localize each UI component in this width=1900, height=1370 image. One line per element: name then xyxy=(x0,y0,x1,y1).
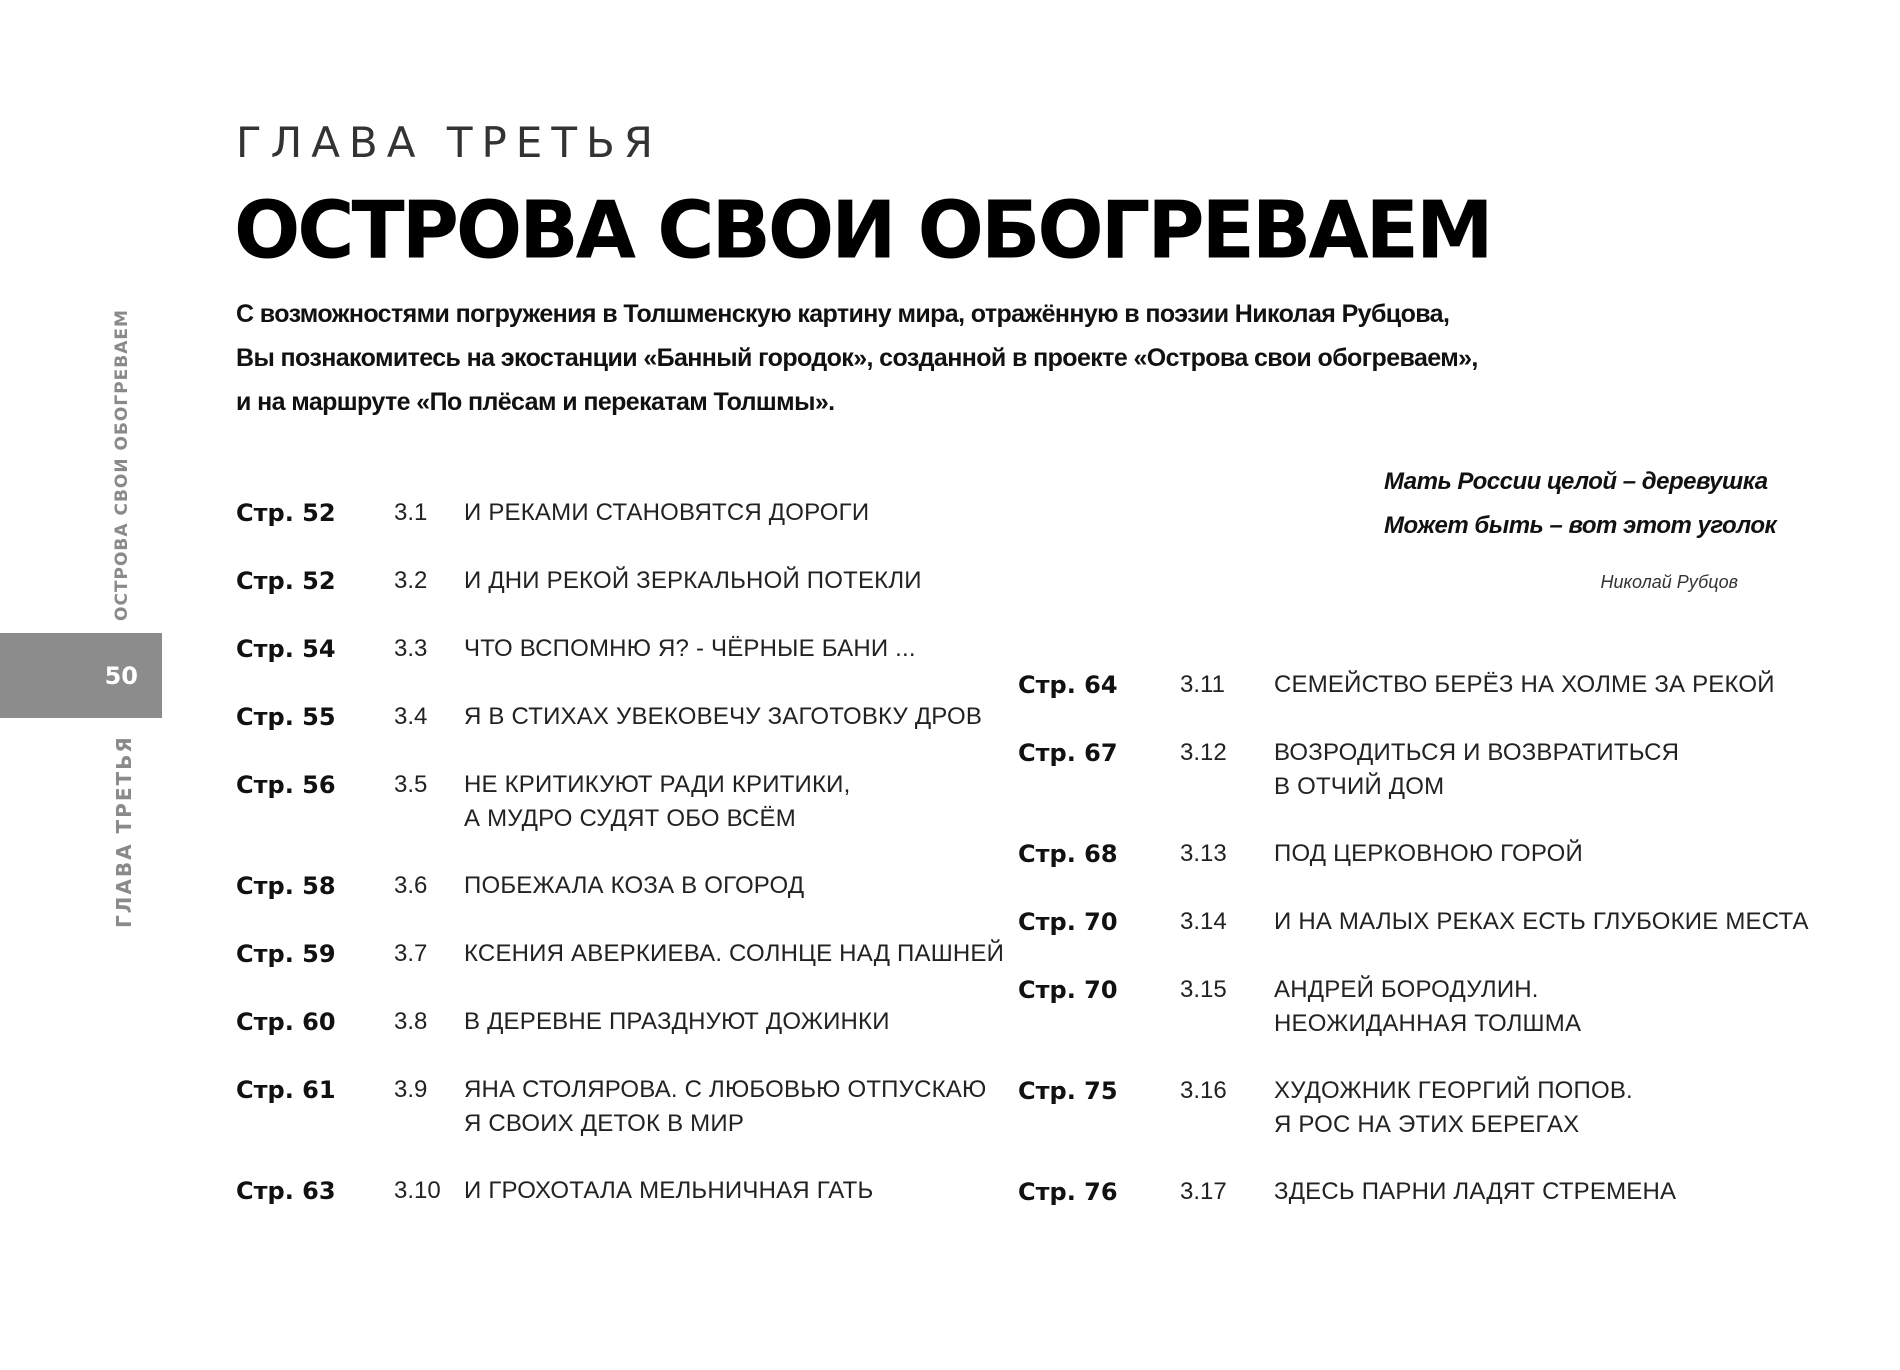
toc-section-number: 3.6 xyxy=(394,872,428,899)
toc-section-title xyxy=(464,1073,986,1141)
toc-title-line: И ДНИ РЕКОЙ ЗЕРКАЛЬНОЙ ПОТЕКЛИ xyxy=(464,567,922,594)
epigraph-author: Николай Рубцов xyxy=(1600,572,1738,592)
toc-section-title xyxy=(464,869,804,903)
intro-line: С возможностями погружения в Толшменскую картину мира, отражённую в поэзии Николая Рубцова, xyxy=(236,300,1450,328)
toc-section-title xyxy=(464,937,1004,971)
toc-section-number: 3.9 xyxy=(394,1076,428,1103)
toc-title-line: ПОБЕЖАЛА КОЗА В ОГОРОД xyxy=(464,872,805,899)
toc-section-number: 3.8 xyxy=(394,1008,428,1035)
toc-section-title xyxy=(1274,736,1679,804)
toc-page-ref: Стр. 63 xyxy=(236,1177,336,1205)
toc-page-ref: Стр. 67 xyxy=(1018,739,1118,767)
toc-page-ref: Стр. 75 xyxy=(1018,1077,1118,1105)
toc-title-line: НЕОЖИДАННАЯ ТОЛШМА xyxy=(1274,1010,1582,1037)
toc-section-title xyxy=(464,496,869,530)
side-chapter-label: ГЛАВА ТРЕТЬЯ xyxy=(112,735,136,928)
toc-section-title xyxy=(464,632,916,666)
toc-title-line: ВОЗРОДИТЬСЯ И ВОЗВРАТИТЬСЯ xyxy=(1274,739,1680,766)
toc-section-number: 3.3 xyxy=(394,635,428,662)
toc-section-number: 3.14 xyxy=(1180,908,1227,935)
toc-section-number: 3.5 xyxy=(394,771,428,798)
toc-page-ref: Стр. 60 xyxy=(236,1008,336,1036)
toc-page-ref: Стр. 55 xyxy=(236,703,336,731)
page-number-tab xyxy=(0,633,162,718)
intro-line: Вы познакомитесь на экостанции «Банный городок», созданной в проекте «Острова свои обогреваем», xyxy=(236,344,1478,372)
toc-section-number: 3.15 xyxy=(1180,976,1227,1003)
intro-paragraph xyxy=(236,292,1496,424)
side-running-title: ОСТРОВА СВОИ ОБОГРЕВАЕМ xyxy=(112,309,132,621)
toc-section-title xyxy=(1274,905,1809,939)
toc-section-number: 3.12 xyxy=(1180,739,1227,766)
toc-page-ref: Стр. 59 xyxy=(236,940,336,968)
epigraph-line: Может быть – вот этот уголок xyxy=(1384,512,1777,539)
toc-section-number: 3.4 xyxy=(394,703,428,730)
toc-title-line: СЕМЕЙСТВО БЕРЁЗ НА ХОЛМЕ ЗА РЕКОЙ xyxy=(1274,671,1775,698)
chapter-label: ГЛАВА ТРЕТЬЯ xyxy=(236,118,662,167)
toc-section-title xyxy=(464,768,851,836)
toc-title-line: А МУДРО СУДЯТ ОБО ВСЁМ xyxy=(464,805,796,832)
toc-title-line: И ГРОХОТАЛА МЕЛЬНИЧНАЯ ГАТЬ xyxy=(464,1177,874,1204)
toc-section-title xyxy=(464,700,982,734)
toc-section-title xyxy=(464,1174,873,1208)
toc-page-ref: Стр. 68 xyxy=(1018,840,1118,868)
toc-page-ref: Стр. 52 xyxy=(236,499,336,527)
toc-title-line: ЯНА СТОЛЯРОВА. С ЛЮБОВЬЮ ОТПУСКАЮ xyxy=(464,1076,987,1103)
toc-title-line: Я В СТИХАХ УВЕКОВЕЧУ ЗАГОТОВКУ ДРОВ xyxy=(464,703,983,730)
toc-page-ref: Стр. 58 xyxy=(236,872,336,900)
toc-page-ref: Стр. 52 xyxy=(236,567,336,595)
toc-page-ref: Стр. 76 xyxy=(1018,1178,1118,1206)
toc-page-ref: Стр. 61 xyxy=(236,1076,336,1104)
toc-page-ref: Стр. 70 xyxy=(1018,976,1118,1004)
toc-page-ref: Стр. 64 xyxy=(1018,671,1118,699)
toc-title-line: АНДРЕЙ БОРОДУЛИН. xyxy=(1274,976,1539,1003)
toc-title-line: В ДЕРЕВНЕ ПРАЗДНУЮТ ДОЖИНКИ xyxy=(464,1008,890,1035)
toc-page-ref: Стр. 70 xyxy=(1018,908,1118,936)
toc-page-ref: Стр. 56 xyxy=(236,771,336,799)
toc-title-line: ЗДЕСЬ ПАРНИ ЛАДЯТ СТРЕМЕНА xyxy=(1274,1178,1677,1205)
toc-title-line: ЧТО ВСПОМНЮ Я? - ЧЁРНЫЕ БАНИ ... xyxy=(464,635,916,662)
toc-section-number: 3.10 xyxy=(394,1177,441,1204)
toc-title-line: И НА МАЛЫХ РЕКАХ ЕСТЬ ГЛУБОКИЕ МЕСТА xyxy=(1274,908,1809,935)
toc-section-title xyxy=(1274,1074,1633,1142)
toc-section-number: 3.16 xyxy=(1180,1077,1227,1104)
epigraph-line: Мать России целой – деревушка xyxy=(1384,468,1768,495)
epigraph xyxy=(1384,460,1804,548)
intro-line: и на маршруте «По плёсам и перекатам Толшмы». xyxy=(236,388,835,416)
toc-section-number: 3.13 xyxy=(1180,840,1227,867)
toc-title-line: В ОТЧИЙ ДОМ xyxy=(1274,773,1445,800)
toc-section-title xyxy=(1274,1175,1676,1209)
chapter-title: ОСТРОВА СВОИ ОБОГРЕВАЕМ xyxy=(234,185,1491,277)
toc-title-line: ПОД ЦЕРКОВНОЮ ГОРОЙ xyxy=(1274,840,1583,867)
toc-section-number: 3.17 xyxy=(1180,1178,1227,1205)
toc-section-number: 3.2 xyxy=(394,567,428,594)
toc-title-line: КСЕНИЯ АВЕРКИЕВА. СОЛНЦЕ НАД ПАШНЕЙ xyxy=(464,940,1005,967)
toc-section-title xyxy=(464,1005,890,1039)
toc-title-line: И РЕКАМИ СТАНОВЯТСЯ ДОРОГИ xyxy=(464,499,870,526)
toc-title-line: ХУДОЖНИК ГЕОРГИЙ ПОПОВ. xyxy=(1274,1077,1633,1104)
toc-section-number: 3.11 xyxy=(1180,671,1225,698)
toc-title-line: Я СВОИХ ДЕТОК В МИР xyxy=(464,1110,745,1137)
toc-section-number: 3.1 xyxy=(394,499,428,526)
toc-section-title xyxy=(1274,837,1583,871)
toc-page-ref: Стр. 54 xyxy=(236,635,336,663)
page-number: 50 xyxy=(104,661,138,690)
toc-section-title xyxy=(1274,973,1581,1041)
toc-section-number: 3.7 xyxy=(394,940,428,967)
toc-section-title xyxy=(1274,668,1775,702)
toc-title-line: НЕ КРИТИКУЮТ РАДИ КРИТИКИ, xyxy=(464,771,851,798)
toc-title-line: Я РОС НА ЭТИХ БЕРЕГАХ xyxy=(1274,1111,1580,1138)
toc-section-title xyxy=(464,564,922,598)
